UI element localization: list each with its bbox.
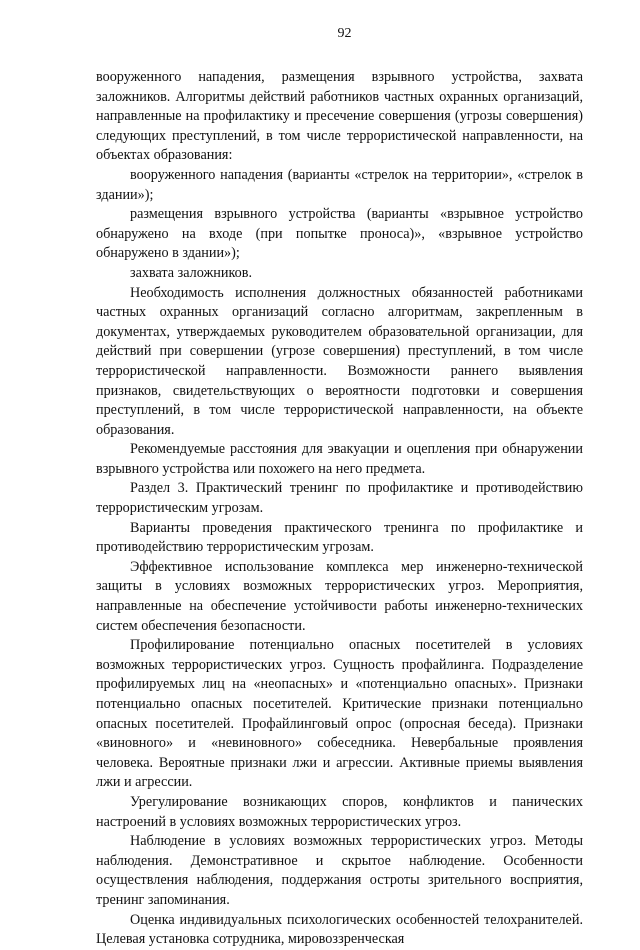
paragraph: Урегулирование возникающих споров, конфликтов и панических настроений в условиях возможных террористических угроз. [96,793,583,830]
paragraph: Варианты проведения практического тренинга по профилактике и противодействию террористическим угрозам. [96,519,583,556]
paragraph: Необходимость исполнения должностных обязанностей работниками частных охранных организаций согласно алгоритмам, закрепленным в документах, утверждаемых руководителем образовательной организации, для действий при совершении (угрозе совершения) преступлений, в том числе террористической направленности. Возможности раннего выявления признаков, свидетельствующих о вероятности подготовки и совершения преступлений, в том числе террористической направленности, на объекте образования. [96,284,583,438]
section-heading: Раздел 3. Практический тренинг по профилактике и противодействию террористическим угрозам. [96,480,583,517]
paragraph: вооруженного нападения (варианты «стрелок на территории», «стрелок в здании»); [96,166,583,203]
paragraph: вооруженного нападения, размещения взрывного устройства, захвата заложников. Алгоритмы действий работников частных охранных организаций, направленные на профилактику и пресечение совершения (угрозы совершения) следующих преступлений, в том числе террористической направленности, на объектах образования: [96,69,583,164]
paragraph: Профилирование потенциально опасных посетителей в условиях возможных террористических угроз. Сущность профайлинга. Подразделение профилируемых лиц на «неопасных» и «потенциально опасных». Признаки потенциально опасных посетителей. Критические признаки потенциально опасных посетителей. Профайлинговый опрос (опросная беседа). Признаки «виновного» и «невиновного» собеседника. Невербальные проявления человека. Вероятные признаки лжи и агрессии. Активные приемы выявления лжи и агрессии. [96,637,583,791]
paragraph: Эффективное использование комплекса мер инженерно-технической защиты в условиях возможных террористических угроз. Мероприятия, направленные на обеспечение устойчивости работы инженерно-технических систем обеспечения безопасности. [96,558,583,634]
paragraph: размещения взрывного устройства (варианты «взрывное устройство обнаружено на входе (при попытке проноса)», «взрывное устройство обнаружено в здании»); [96,206,583,262]
paragraph: Рекомендуемые расстояния для эвакуации и оцепления при обнаружении взрывного устройства или похожего на него предмета. [96,441,583,477]
document-body [96,68,583,950]
paragraph: захвата заложников. [130,264,252,281]
paragraph: Наблюдение в условиях возможных террористических угроз. Методы наблюдения. Демонстративное и скрытое наблюдение. Особенности осуществления наблюдения, поддержания остроты зрительного восприятия, тренинг запоминания. [96,833,583,908]
page-number: 92 [337,26,352,41]
paragraph: Оценка индивидуальных психологических особенностей телохранителей. Целевая установка сотрудника, мировоззренческая [96,911,583,948]
document-page [96,26,583,950]
